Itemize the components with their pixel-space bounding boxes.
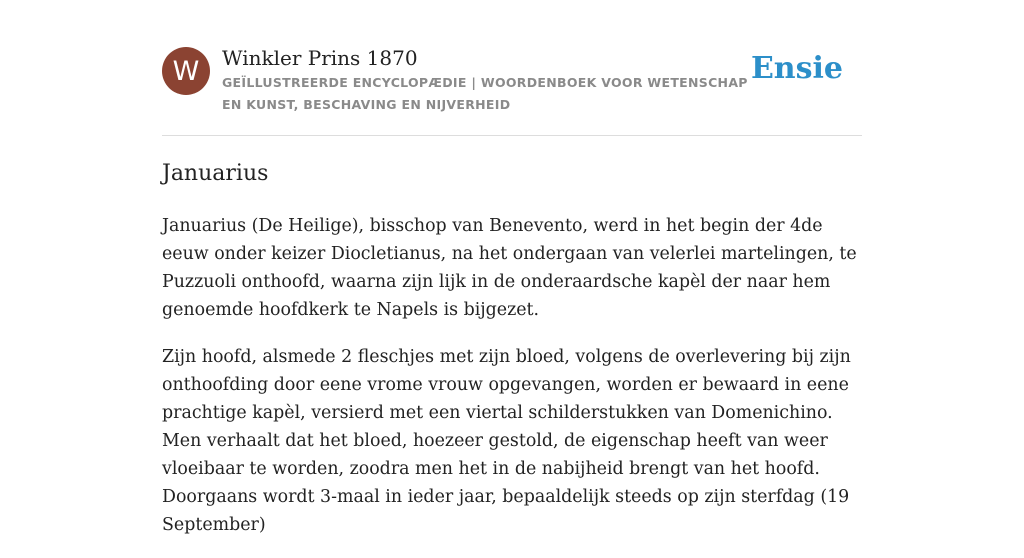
- avatar-letter: W: [172, 55, 200, 87]
- article-paragraph: Januarius (De Heilige), bisschop van Benevento, werd in het begin der 4de eeuw onder keizer Diocletianus, na het ondergaan van velerlei martelingen, te Puzzuoli onthoofd, waarna zijn lijk in de onderaardsche kapèl der naar hem genoemde hoofdkerk te Napels is bijgezet.: [162, 216, 857, 320]
- article-paragraph: Zijn hoofd, alsmede 2 fleschjes met zijn bloed, volgens de overlevering bij zijn onthoofding door eene vrome vrouw opgevangen, worden er bewaard in eene prachtige kapèl, versierd met een viertal schilderstukken van Domenichino. Men verhaalt dat het bloed, hoezeer gestold, de eigenschap heeft van weer vloeibaar te worden, zoodra men het in de nabijheid brengt van het hoofd. Doorgaans wordt 3-maal in ieder jaar, bepaaldelijk steeds op zijn sterfdag (19 September): [162, 347, 851, 535]
- article-body: [162, 212, 862, 558]
- header-divider: [162, 135, 862, 136]
- source-title[interactable]: Winkler Prins 1870: [222, 46, 418, 70]
- ensie-logo[interactable]: Ensie: [750, 51, 843, 86]
- article-title: Januarius: [162, 161, 269, 186]
- source-header: [162, 46, 862, 116]
- source-avatar[interactable]: [162, 47, 210, 95]
- source-subtitle: GEÏLLUSTREERDE ENCYCLOPÆDIE | WOORDENBOEK VOOR WETENSCHAP EN KUNST, BESCHAVING EN NIJVERHEID: [222, 75, 748, 112]
